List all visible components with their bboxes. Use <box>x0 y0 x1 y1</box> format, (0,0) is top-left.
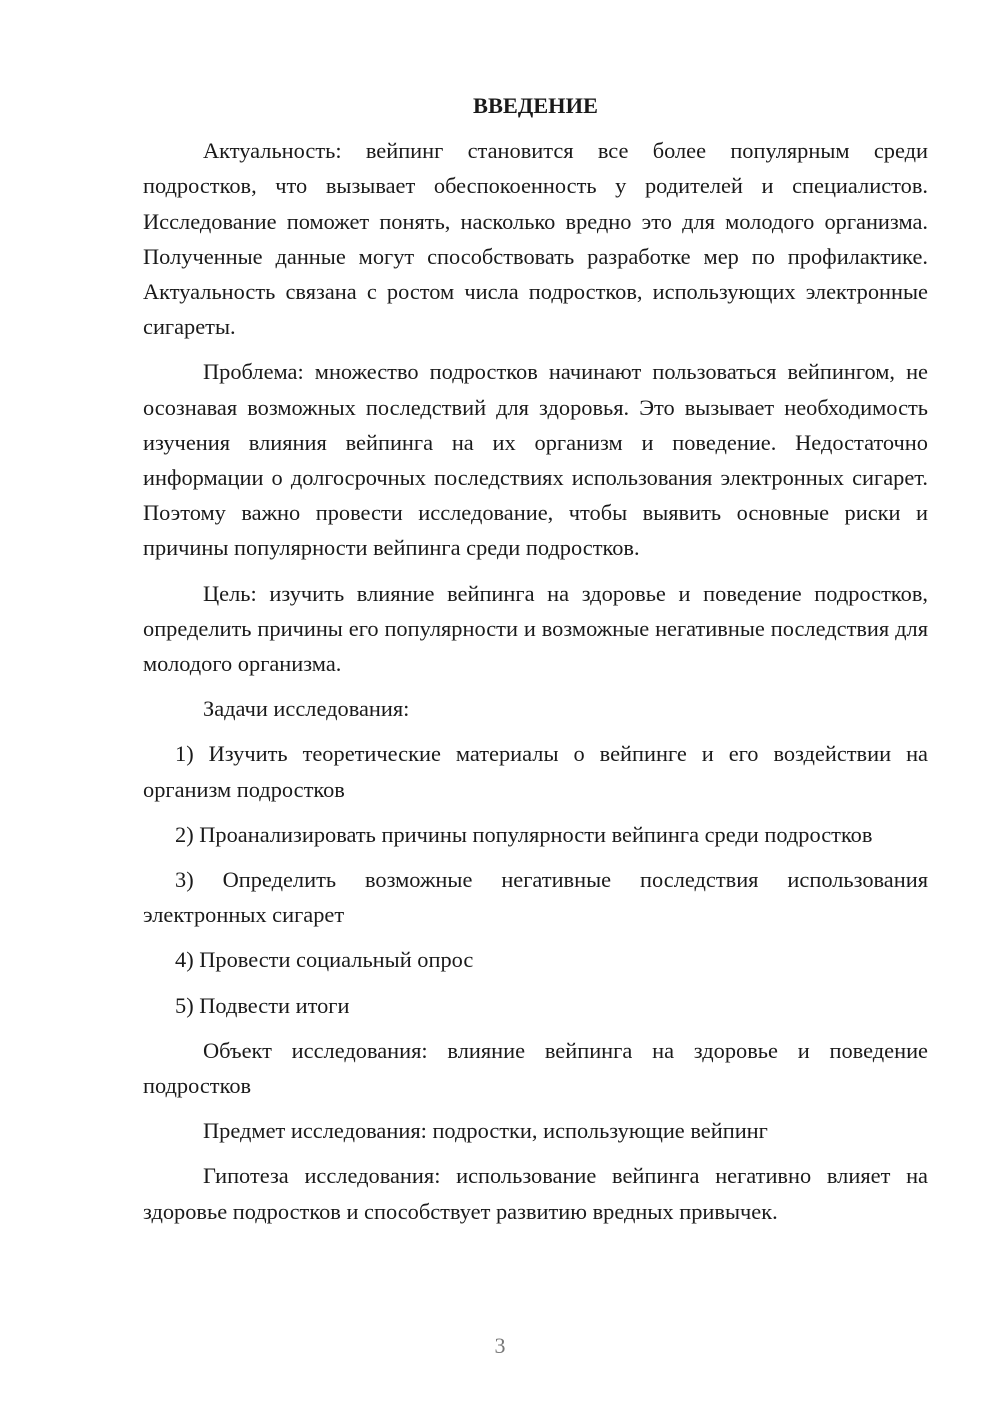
tasks-heading: Задачи исследования: <box>203 696 410 722</box>
goal-paragraph: Цель: изучить влияние вейпинга на здоровье и поведение подростков, определить причины его популярности и возможные негативные последствия для молодого организма. <box>143 580 928 677</box>
page-number: 3 <box>494 1333 506 1358</box>
task-item-1: 1) Изучить теоретические материалы о вейпинге и его воздействии на организм подростков <box>143 741 928 802</box>
subject-paragraph: Предмет исследования: подростки, использующие вейпинг <box>203 1118 768 1144</box>
object-paragraph: Объект исследования: влияние вейпинга на здоровье и поведение подростков <box>143 1037 928 1099</box>
task-item-5: 5) Подвести итоги <box>175 992 350 1018</box>
page-title: ВВЕДЕНИЕ <box>473 93 598 118</box>
hypothesis-paragraph: Гипотеза исследования: использование вейпинга негативно влияет на здоровье подростков и способствует развитию вредных привычек. <box>143 1163 928 1224</box>
problem-paragraph: Проблема: множество подростков начинают пользоваться вейпингом, не осознавая возможных последствий для здоровья. Это вызывает необходимость изучения влияния вейпинга на их организм и поведение. Недостаточно информации о долгосрочных последствиях использования электронных сигарет. Поэтому важно провести исследование, чтобы выявить основные риски и причины популярности вейпинга среди подростков. <box>143 359 928 561</box>
task-item-4: 4) Провести социальный опрос <box>175 947 474 973</box>
relevance-paragraph: Актуальность: вейпинг становится все более популярным среди подростков, что вызывает обеспокоенность у родителей и специалистов. Исследование поможет понять, насколько вредно это для молодого организма. Полученные данные могут способствовать разработке мер по профилактике. Актуальность связана с ростом числа подростков, использующих электронные сигареты. <box>143 138 928 340</box>
task-item-3: 3) Определить возможные негативные последствия использования электронных сигарет <box>143 867 928 928</box>
document-page <box>143 88 928 1239</box>
task-item-2: 2) Проанализировать причины популярности вейпинга среди подростков <box>175 821 873 847</box>
